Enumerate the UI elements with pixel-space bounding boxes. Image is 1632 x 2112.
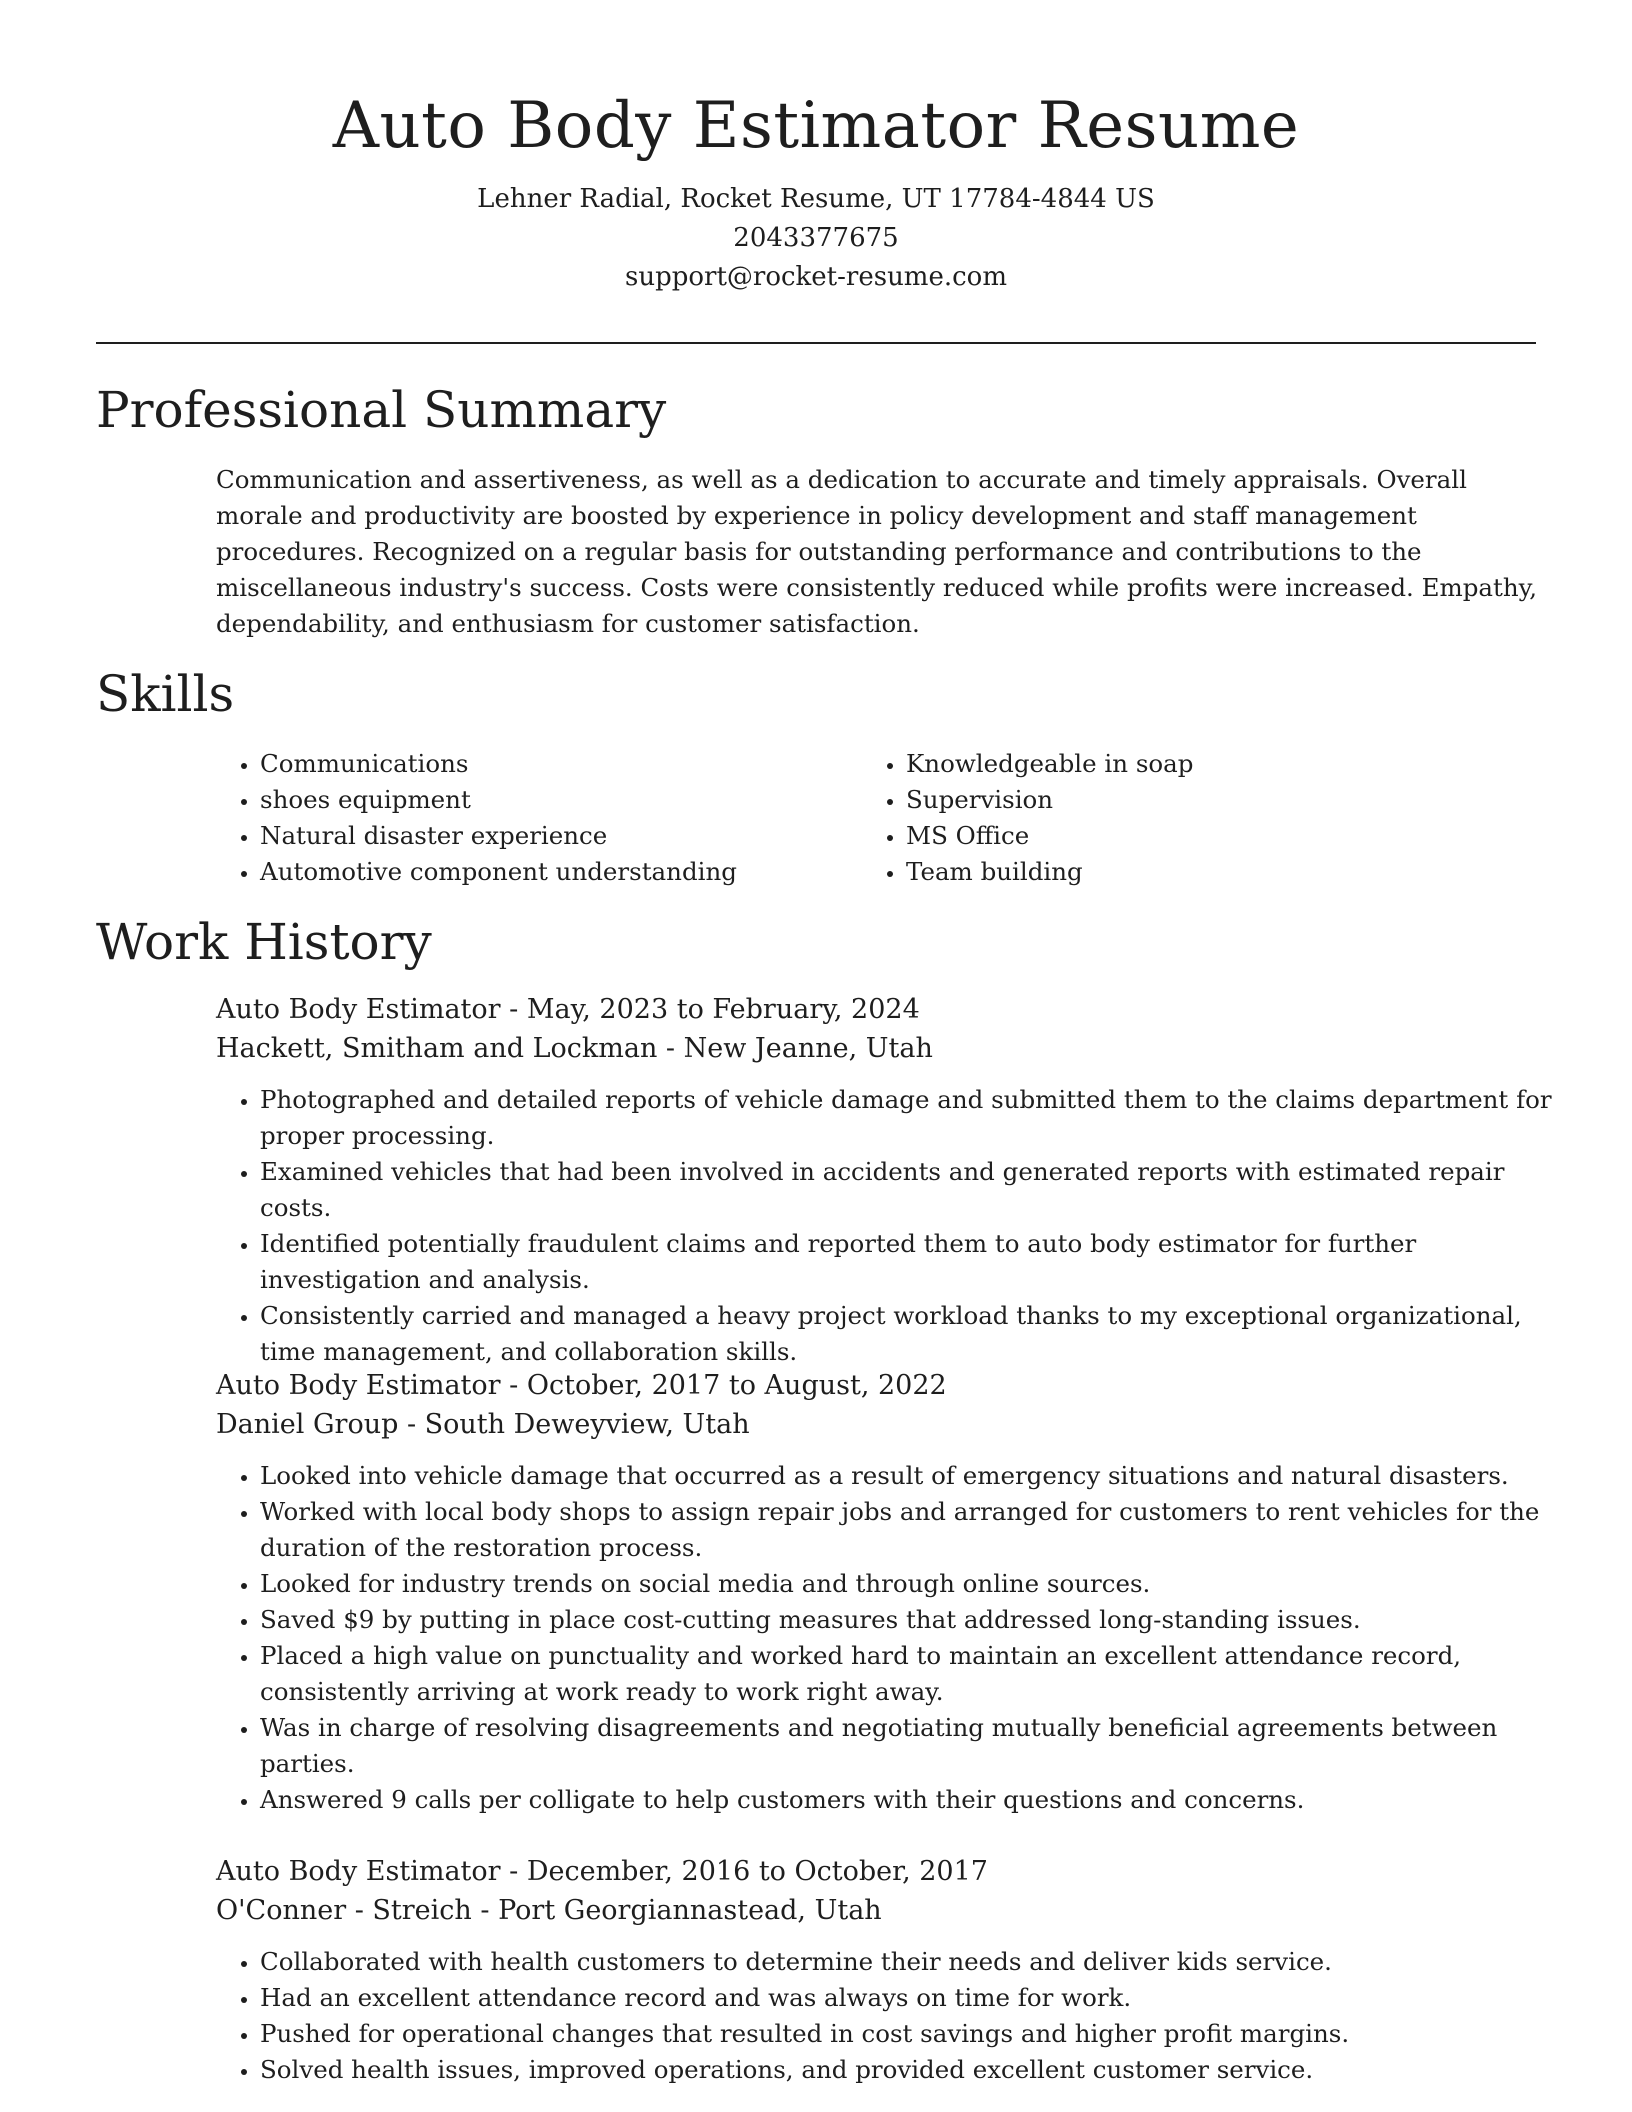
summary-heading: Professional Summary [96,381,667,439]
job-bullet: • Solved health issues, improved operations, and provided excellent customer service. [260,2052,1556,2088]
contact-email: support@rocket-resume.com [624,262,1007,292]
job-bullet: • Saved $9 by putting in place cost-cutting measures that addressed long-standing issues. [260,1602,1556,1638]
job-bullet: • Was in charge of resolving disagreements and negotiating mutually beneficial agreements between parties. [260,1710,1556,1782]
job-employer-location: Daniel Group - South Deweyview, Utah [216,1409,750,1440]
job-bullet: • Placed a high value on punctuality and worked hard to maintain an excellent attendance record, consistently arriving at work ready to work right away. [260,1638,1556,1710]
job-entry [216,1366,1556,1818]
skills-list-left [216,746,816,890]
contact-address: Lehner Radial, Rocket Resume, UT 17784-4844 US [477,184,1155,214]
job-entry [216,1852,1556,2088]
job-employer-location: Hackett, Smitham and Lockman - New Jeanne, Utah [216,1033,933,1064]
job-bullet: • Examined vehicles that had been involved in accidents and generated reports with estimated repair costs. [260,1154,1556,1226]
contact-block [0,180,1632,297]
resume-title: Auto Body Estimator Resume [332,89,1300,163]
skill-item: • Automotive component understanding [260,854,816,890]
header-divider [96,342,1536,344]
job-bullet: • Pushed for operational changes that resulted in cost savings and higher profit margins. [260,2016,1556,2052]
skill-item: • MS Office [906,818,1462,854]
skill-item: • Team building [906,854,1462,890]
job-title-dates: Auto Body Estimator - October, 2017 to August, 2022 [216,1370,947,1401]
skill-item: • Communications [260,746,816,782]
skill-item: • shoes equipment [260,782,816,818]
contact-phone: 2043377675 [733,223,899,253]
job-bullet-list [216,1458,1556,1818]
job-bullet: • Looked into vehicle damage that occurred as a result of emergency situations and natural disasters. [260,1458,1556,1494]
work-history-heading: Work History [96,913,432,971]
job-bullet: • Looked for industry trends on social media and through online sources. [260,1566,1556,1602]
resume-header [0,0,1632,297]
job-bullet: • Had an excellent attendance record and was always on time for work. [260,1980,1556,2016]
job-employer-location: O'Conner - Streich - Port Georgiannastead, Utah [216,1895,882,1926]
job-title-dates: Auto Body Estimator - May, 2023 to February, 2024 [216,994,920,1025]
job-entry [216,990,1556,1370]
summary-text: Communication and assertiveness, as well as a dedication to accurate and timely appraisals. Overall morale and productivity are boosted by experience in policy development and staff management procedures. Recognized on a regular basis for outstanding performance and contributions to the miscellaneous industry's success. Costs were consistently reduced while profits were increased. Empathy, dependability, and enthusiasm for customer satisfaction. [216,465,1538,638]
job-bullet: • Answered 9 calls per colligate to help customers with their questions and concerns. [260,1782,1556,1818]
job-bullet-list [216,1944,1556,2088]
skills-list-right [862,746,1462,890]
skills-column-right [862,746,1462,890]
skills-column-left [216,746,816,890]
job-bullet-list [216,1082,1556,1370]
job-bullet: • Identified potentially fraudulent claims and reported them to auto body estimator for further investigation and analysis. [260,1226,1556,1298]
skills-heading: Skills [96,665,235,723]
skill-item: • Natural disaster experience [260,818,816,854]
job-bullet: • Photographed and detailed reports of vehicle damage and submitted them to the claims department for proper processing. [260,1082,1556,1154]
job-title-dates: Auto Body Estimator - December, 2016 to October, 2017 [216,1856,988,1887]
job-bullet: • Collaborated with health customers to determine their needs and deliver kids service. [260,1944,1556,1980]
skill-item: • Supervision [906,782,1462,818]
job-bullet: • Consistently carried and managed a heavy project workload thanks to my exceptional organizational, time management, and collaboration skills. [260,1298,1556,1370]
job-bullet: • Worked with local body shops to assign repair jobs and arranged for customers to rent vehicles for the duration of the restoration process. [260,1494,1556,1566]
skill-item: • Knowledgeable in soap [906,746,1462,782]
